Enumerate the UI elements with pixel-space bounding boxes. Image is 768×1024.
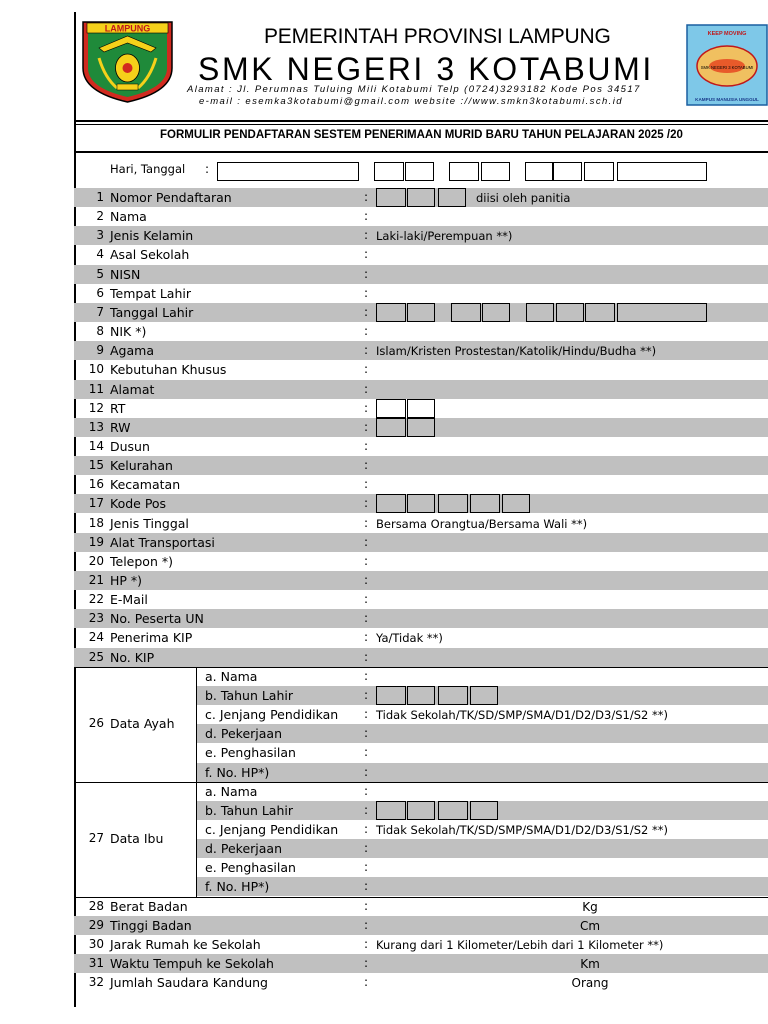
group-subrow: [197, 858, 768, 877]
row-number: 31: [88, 956, 104, 970]
row-colon: :: [364, 630, 369, 645]
row-label: RT: [110, 400, 126, 416]
row-number: 30: [88, 936, 104, 951]
form-row: [74, 935, 768, 954]
group-number: 26: [88, 716, 104, 731]
row-number: 22: [88, 592, 104, 607]
group-subrow: [197, 667, 768, 686]
form-row: [74, 897, 768, 916]
form-row: [74, 973, 768, 992]
subrow-label: e. Penghasilan: [205, 745, 296, 761]
row-number: 13: [88, 419, 104, 434]
row-unit: Kg: [582, 899, 598, 914]
digit-input-box[interactable]: [438, 494, 468, 513]
row-number: 7: [96, 304, 104, 319]
digit-input-box[interactable]: [451, 303, 481, 322]
day-input-box[interactable]: [217, 162, 359, 181]
row-label: Jenis Tinggal: [110, 515, 189, 531]
subrow-label: c. Jenjang Pendidikan: [205, 707, 339, 723]
month-digit-box[interactable]: [481, 162, 510, 181]
form-row: [74, 265, 768, 284]
row-number: 20: [88, 553, 104, 568]
subrow-label: c. Jenjang Pendidikan: [205, 821, 339, 837]
form-row: [74, 648, 768, 667]
lampung-emblem-logo: [79, 18, 176, 104]
row-number: 16: [88, 477, 104, 492]
year-suffix-box[interactable]: [617, 162, 707, 181]
row-colon: :: [364, 573, 369, 587]
digit-input-box[interactable]: [376, 303, 406, 322]
logo-left-text: LAMPUNG: [104, 23, 151, 34]
subrow-label: b. Tahun Lahir: [205, 802, 294, 818]
row-colon: :: [364, 304, 369, 319]
group-subrow: [197, 839, 768, 858]
form-row: [74, 628, 768, 647]
date-colon: :: [205, 162, 210, 176]
subrow-label: f. No. HP*): [205, 879, 270, 895]
row-unit: Cm: [579, 918, 601, 933]
subrow-colon: :: [364, 745, 369, 760]
form-row: [74, 303, 768, 322]
row-colon: :: [364, 419, 369, 434]
logo-right-bottom-text: KAMPUS MANUSIA UNGGUL: [695, 97, 759, 102]
row-colon: :: [364, 209, 369, 224]
header-divider-thick: [74, 120, 768, 122]
form-row: [74, 916, 768, 935]
digit-input-box[interactable]: [617, 303, 707, 322]
form-row: [74, 341, 768, 360]
subrow-colon: :: [364, 783, 369, 798]
form-row: [74, 380, 768, 399]
form-row: [74, 437, 768, 456]
subrow-colon: :: [364, 802, 369, 817]
subrow-colon: :: [364, 707, 369, 722]
row-colon: :: [364, 936, 369, 951]
subrow-label: f. No. HP*): [205, 764, 270, 780]
row-colon: :: [364, 515, 369, 530]
row-label: Penerima KIP: [110, 630, 193, 646]
digit-input-box[interactable]: [407, 399, 435, 418]
row-number: 28: [88, 898, 104, 913]
row-unit: Km: [580, 957, 600, 971]
form-row: [74, 226, 768, 245]
row-label: Nama: [110, 209, 147, 225]
form-title: FORMULIR PENDAFTARAN SESTEM PENERIMAAN MURID BARU TAHUN PELAJARAN 2025 /20: [160, 129, 683, 141]
row-label: Nomor Pendaftaran: [110, 190, 232, 205]
row-colon: :: [364, 438, 369, 453]
row-colon: :: [364, 477, 369, 492]
group-subrow: [197, 763, 768, 782]
row-number: 3: [96, 228, 104, 243]
group-subrow: [197, 705, 768, 724]
year-digit-box[interactable]: [376, 801, 406, 820]
year-digit-box[interactable]: [470, 686, 498, 705]
row-number: 29: [88, 917, 104, 932]
digit-input-box[interactable]: [407, 418, 435, 437]
row-colon: :: [364, 362, 369, 377]
row-number: 8: [96, 324, 104, 339]
digit-input-box[interactable]: [526, 303, 554, 322]
form-row: [74, 590, 768, 609]
school-name: SMK NEGERI 3 KOTABUMI: [198, 51, 654, 87]
row-number: 10: [88, 362, 104, 377]
header-divider-thin: [74, 124, 768, 125]
date-label: Hari, Tanggal: [110, 162, 186, 176]
row-value[interactable]: diisi oleh panitia: [476, 191, 571, 205]
row-label: RW: [110, 419, 131, 435]
logo-right-mid-text: SMK NEGERI 3 KOTABUMI: [700, 65, 754, 70]
row-colon: :: [364, 956, 369, 970]
subrow-colon: :: [364, 764, 369, 779]
row-label: Kecamatan: [110, 477, 181, 493]
group-subrow: [197, 686, 768, 705]
date-digit-box[interactable]: [405, 162, 434, 181]
form-row: [74, 418, 768, 437]
digit-input-box[interactable]: [556, 303, 584, 322]
digit-input-box[interactable]: [407, 188, 435, 207]
row-label: Kelurahan: [110, 458, 173, 474]
year-digit-box[interactable]: [438, 801, 468, 820]
form-row: [74, 284, 768, 303]
row-colon: :: [364, 266, 369, 281]
row-colon: :: [364, 285, 369, 300]
subrow-colon: :: [364, 860, 369, 875]
row-label: Agama: [110, 343, 154, 359]
row-colon: :: [364, 228, 369, 243]
row-number: 17: [88, 496, 104, 511]
row-number: 23: [88, 611, 104, 626]
digit-input-box[interactable]: [376, 399, 406, 418]
year-digit-box[interactable]: [584, 162, 614, 181]
group-number: 27: [88, 831, 104, 846]
form-row: [74, 609, 768, 628]
digit-input-box[interactable]: [376, 188, 406, 207]
form-row: [74, 456, 768, 475]
subrow-label: a. Nama: [205, 783, 258, 799]
row-label: Alat Transportasi: [110, 534, 215, 550]
row-value[interactable]: Bersama Orangtua/Bersama Wali **): [376, 516, 588, 531]
title-divider: [74, 151, 768, 153]
row-label: HP *): [110, 573, 143, 588]
school-badge-logo: [686, 24, 768, 106]
row-number: 6: [96, 285, 104, 300]
year-digit-box[interactable]: [470, 801, 498, 820]
row-number: 11: [88, 381, 104, 396]
row-number: 18: [88, 515, 104, 530]
form-row: [74, 494, 768, 513]
subrow-value[interactable]: Tidak Sekolah/TK/SD/SMP/SMA/D1/D2/D3/S1/S2 **): [376, 708, 668, 723]
subrow-colon: :: [364, 841, 369, 856]
digit-input-box[interactable]: [376, 418, 406, 437]
form-row: [74, 322, 768, 341]
group-subrow: [197, 877, 768, 896]
row-number: 5: [96, 266, 104, 281]
logo-right-top-text: KEEP MOVING: [707, 31, 747, 37]
subrow-value[interactable]: Tidak Sekolah/TK/SD/SMP/SMA/D1/D2/D3/S1/S2 **): [376, 822, 668, 837]
group-subrow: [197, 801, 768, 820]
school-contact: e-mail : esemka3kotabumi@gmail.com website ://www.smkn3kotabumi.sch.id: [199, 96, 623, 107]
row-number: 12: [88, 400, 104, 415]
row-unit: Orang: [571, 976, 609, 991]
year-digit-box[interactable]: [438, 686, 468, 705]
row-number: 1: [96, 190, 104, 204]
row-value[interactable]: Laki-laki/Perempuan **): [376, 229, 513, 244]
row-label: No. Peserta UN: [110, 611, 204, 627]
row-colon: :: [364, 917, 369, 932]
row-number: 4: [96, 247, 104, 262]
row-label: Waktu Tempuh ke Sekolah: [110, 956, 274, 971]
group-subrow: [197, 724, 768, 743]
year-digit-box[interactable]: [525, 162, 553, 181]
group-label: Data Ayah: [110, 716, 175, 732]
form-row: [74, 245, 768, 264]
school-address: Alamat : Jl. Perumnas Tuluing Mili Kotabumi Telp (0724)3293182 Kode Pos 34517: [187, 84, 641, 95]
row-number: 24: [88, 630, 104, 645]
row-label: Kebutuhan Khusus: [110, 362, 227, 378]
row-colon: :: [364, 324, 369, 339]
row-label: NISN: [110, 266, 141, 282]
row-label: NIK *): [110, 324, 147, 340]
row-label: Jarak Rumah ke Sekolah: [110, 936, 261, 952]
group-label: Data Ibu: [110, 831, 164, 847]
row-colon: :: [364, 898, 369, 913]
subrow-colon: :: [364, 668, 369, 683]
row-value[interactable]: Islam/Kristen Prostestan/Katolik/Hindu/Budha **): [376, 344, 657, 359]
row-colon: :: [364, 975, 369, 990]
row-number: 32: [88, 975, 104, 990]
form-row: [74, 954, 768, 973]
row-label: Tanggal Lahir: [110, 304, 194, 320]
form-row: [74, 571, 768, 590]
row-colon: :: [364, 534, 369, 549]
subrow-label: d. Pekerjaan: [205, 841, 283, 857]
row-colon: :: [364, 649, 369, 664]
form-row: [74, 552, 768, 571]
row-colon: :: [364, 611, 369, 626]
row-label: Kode Pos: [110, 496, 167, 512]
row-label: Telepon *): [110, 553, 173, 569]
row-value[interactable]: Ya/Tidak **): [376, 631, 443, 646]
group-subrow: [197, 820, 768, 839]
row-label: Tempat Lahir: [110, 285, 192, 301]
government-name: PEMERINTAH PROVINSI LAMPUNG: [264, 25, 611, 48]
row-label: E-Mail: [110, 592, 148, 608]
subrow-colon: :: [364, 879, 369, 894]
year-digit-box[interactable]: [407, 801, 435, 820]
form-row: [74, 399, 768, 418]
row-number: 19: [88, 534, 104, 549]
form-row: [74, 188, 768, 207]
digit-input-box[interactable]: [470, 494, 500, 513]
subrow-colon: :: [364, 821, 369, 836]
row-number: 2: [96, 209, 104, 224]
digit-input-box[interactable]: [482, 303, 510, 322]
row-label: Dusun: [110, 438, 150, 454]
digit-input-box[interactable]: [407, 494, 435, 513]
digit-input-box[interactable]: [502, 494, 530, 513]
group-subrow: [197, 743, 768, 762]
row-label: No. KIP: [110, 649, 155, 665]
row-colon: :: [364, 247, 369, 262]
subrow-colon: :: [364, 687, 369, 702]
digit-input-box[interactable]: [376, 494, 406, 513]
year-digit-box[interactable]: [376, 686, 406, 705]
year-digit-box[interactable]: [407, 686, 435, 705]
row-colon: :: [364, 190, 369, 204]
row-number: 9: [96, 343, 104, 358]
row-number: 21: [88, 573, 104, 587]
form-row: [74, 514, 768, 533]
digit-input-box[interactable]: [407, 303, 435, 322]
month-digit-box[interactable]: [449, 162, 479, 181]
row-label: Tinggi Badan: [110, 917, 192, 933]
row-label: Asal Sekolah: [110, 247, 190, 263]
row-value[interactable]: Kurang dari 1 Kilometer/Lebih dari 1 Kilometer **): [376, 937, 664, 952]
row-label: Jenis Kelamin: [110, 228, 194, 244]
form-row: [74, 207, 768, 226]
subrow-label: d. Pekerjaan: [205, 726, 283, 742]
row-number: 15: [88, 458, 104, 473]
row-colon: :: [364, 458, 369, 473]
row-number: 25: [88, 649, 104, 664]
digit-input-box[interactable]: [585, 303, 615, 322]
row-colon: :: [364, 553, 369, 568]
group-subrow: [197, 782, 768, 801]
digit-input-box[interactable]: [438, 188, 466, 207]
date-digit-box[interactable]: [374, 162, 404, 181]
row-colon: :: [364, 343, 369, 358]
year-digit-box[interactable]: [553, 162, 582, 181]
row-colon: :: [364, 496, 369, 511]
row-number: 14: [88, 438, 104, 453]
subrow-label: e. Penghasilan: [205, 860, 296, 876]
form-row: [74, 533, 768, 552]
subrow-label: b. Tahun Lahir: [205, 687, 294, 703]
row-label: Berat Badan: [110, 898, 188, 914]
subrow-colon: :: [364, 726, 369, 741]
row-colon: :: [364, 400, 369, 415]
row-colon: :: [364, 592, 369, 607]
form-row: [74, 360, 768, 379]
row-colon: :: [364, 381, 369, 396]
row-label: Alamat: [110, 381, 155, 397]
form-row: [74, 475, 768, 494]
row-label: Jumlah Saudara Kandung: [110, 975, 268, 991]
subrow-label: a. Nama: [205, 668, 258, 684]
